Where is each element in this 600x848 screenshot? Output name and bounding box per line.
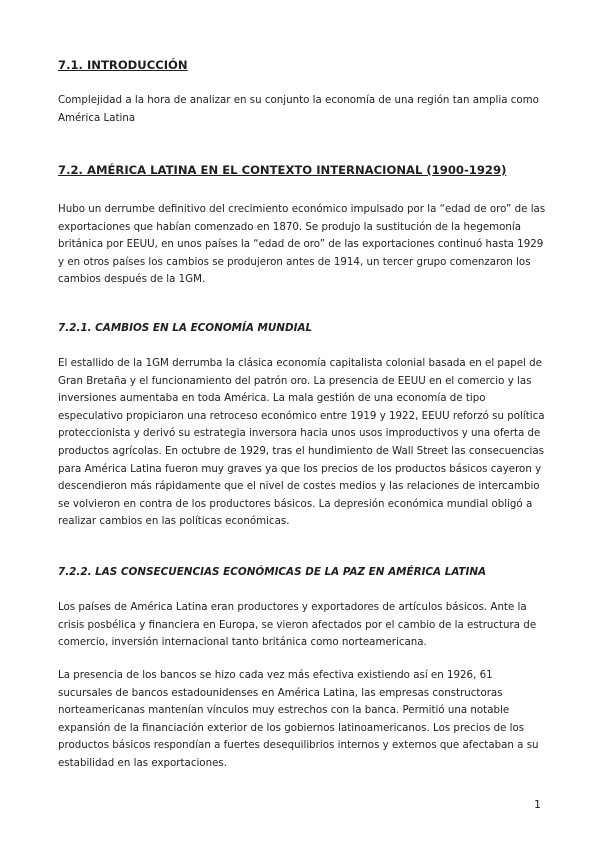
section-7-2-2-heading: 7.2.2. LAS CONSECUENCIAS ECONÓMICAS DE LA PAZ EN AMÉRICA LATINA	[58, 566, 487, 578]
section-7-2-2-paragraph-2: La presencia de los bancos se hizo cada vez más efectiva existiendo así en 1926, 61 sucursales de bancos estadounidenses en América Latina, las empresas constructoras norteamericanas mantenían vínculos muy estrechos con la banca. Permitió una notable expansión de la financiación exterior de los gobiernos latinoamericanos. Los precios de los productos básicos respondían a fuertes desequilibrios internos y externos que afectaban a su estabilidad en las exportaciones.	[58, 669, 539, 769]
section-7-1-heading: 7.1. INTRODUCCIÓN	[58, 58, 188, 72]
page-number: 1	[534, 798, 541, 811]
section-7-2-paragraph: Hubo un derrumbe definitivo del crecimiento económico impulsado por la “edad de oro” de las exportaciones que habían comenzado en 1870. Se produjo la sustitución de la hegemonía británica por EEUU, en unos países la “edad de oro” de las exportaciones continuó hasta 1929 y en otros países los cambios se produjeron antes de 1914, un tercer grupo comenzaron los cambios después de la 1GM.	[58, 203, 546, 286]
section-7-2-1-heading: 7.2.1. CAMBIOS EN LA ECONOMÍA MUNDIAL	[58, 322, 313, 334]
section-7-2-1-paragraph: El estallido de la 1GM derrumba la clásica economía capitalista colonial basada en el papel de Gran Bretaña y el funcionamiento del patrón oro. La presencia de EEUU en el comercio y las inversiones aumentaba en toda América. La mala gestión de una economía de tipo especulativo propiciaron una retroceso económico entre 1919 y 1922, EEUU reforzó su política proteccionista y derivó su estrategia inversora hacia unos usos improductivos y una oferta de productos agrícolas. En octubre de 1929, tras el hundimiento de Wall Street las consecuencias para América Latina fueron muy graves ya que los precios de los productos básicos cayeron y descendieron más rápidamente que el nivel de costes medios y las relaciones de intercambio se volvieron en contra de los productores básicos. La depresión económica mundial obligó a realizar cambios en las políticas económicas.	[58, 357, 545, 528]
section-7-2-2-paragraph-1: Los países de América Latina eran productores y exportadores de artículos básicos. Ante la crisis posbélica y financiera en Europa, se vieron afectados por el cambio de la estructura de comercio, inversión internacional tanto británica como norteamericana.	[58, 601, 537, 649]
section-7-2-heading: 7.2. AMÉRICA LATINA EN EL CONTEXTO INTERNACIONAL (1900-1929)	[58, 163, 507, 177]
section-7-1-paragraph: Complejidad a la hora de analizar en su conjunto la economía de una región tan amplia como América Latina	[58, 94, 539, 124]
